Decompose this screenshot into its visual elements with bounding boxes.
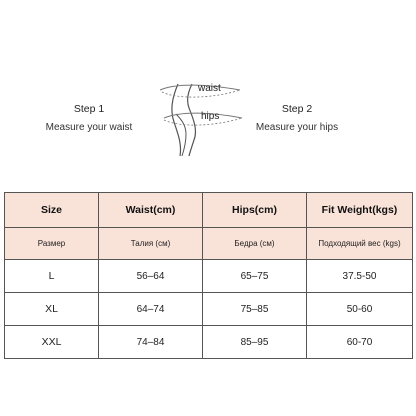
cell-size: XXL xyxy=(5,326,99,359)
header-waist: Waist(cm) xyxy=(99,193,203,228)
header-size: Size xyxy=(5,193,99,228)
size-chart-table xyxy=(4,192,413,359)
hips-label: hips xyxy=(201,111,220,122)
table-subheader-row xyxy=(5,228,413,260)
step-1-description: Measure your waist xyxy=(45,122,133,133)
header-fit-weight: Fit Weight(kgs) xyxy=(307,193,413,228)
cell-hips: 65–75 xyxy=(203,260,307,293)
table-row xyxy=(5,293,413,326)
subheader-waist: Талия (см) xyxy=(99,228,203,260)
cell-waist: 56–64 xyxy=(99,260,203,293)
step-2-description: Measure your hips xyxy=(255,122,339,133)
step-2-title: Step 2 xyxy=(281,103,313,115)
table-row xyxy=(5,326,413,359)
step-2 xyxy=(232,102,362,134)
table-row xyxy=(5,260,413,293)
cell-hips: 75–85 xyxy=(203,293,307,326)
subheader-hips: Бедра (см) xyxy=(203,228,307,260)
table-header-row xyxy=(5,193,413,228)
cell-fit-weight: 37.5-50 xyxy=(307,260,413,293)
cell-waist: 64–74 xyxy=(99,293,203,326)
cell-waist: 74–84 xyxy=(99,326,203,359)
step-1 xyxy=(24,102,154,134)
subheader-fit-weight: Подходящий вес (kgs) xyxy=(307,228,413,260)
cell-hips: 85–95 xyxy=(203,326,307,359)
cell-size: XL xyxy=(5,293,99,326)
header-hips: Hips(cm) xyxy=(203,193,307,228)
cell-size: L xyxy=(5,260,99,293)
cell-fit-weight: 60-70 xyxy=(307,326,413,359)
subheader-size: Размер xyxy=(5,228,99,260)
step-1-title: Step 1 xyxy=(73,103,105,115)
waist-label: waist xyxy=(198,83,221,94)
cell-fit-weight: 50-60 xyxy=(307,293,413,326)
